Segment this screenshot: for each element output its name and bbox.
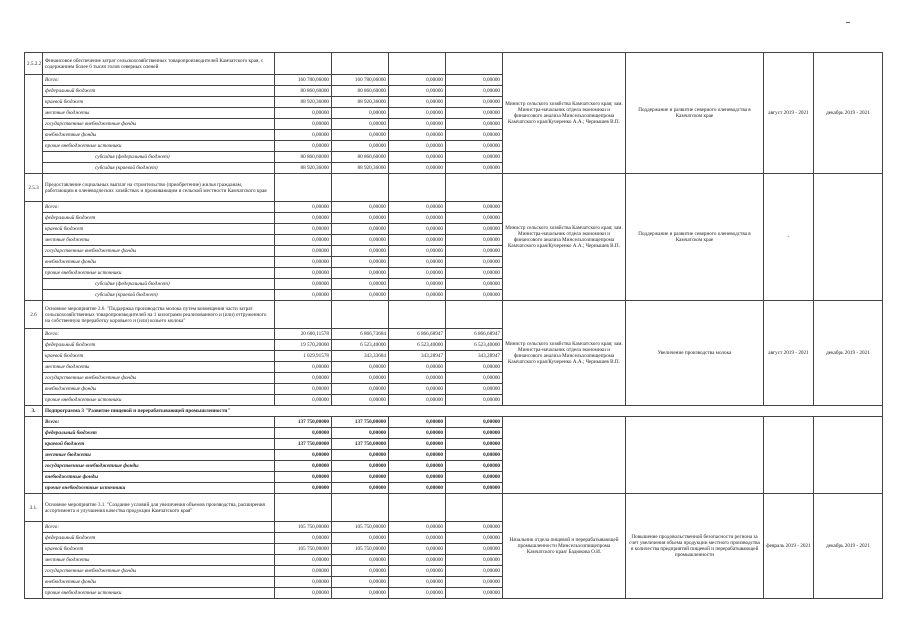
amount-cell: 0,00000 [446, 533, 503, 544]
amount-cell: 105 750,00000 [275, 544, 332, 555]
row-label: Всего: [43, 75, 275, 86]
amount-cell: 0,00000 [389, 384, 446, 395]
empty-cell [389, 53, 446, 75]
empty-cell [389, 301, 446, 329]
amount-cell: 0,00000 [389, 450, 446, 461]
budget-table [24, 52, 883, 599]
amount-cell: 0,00000 [446, 544, 503, 555]
amount-cell: 0,00000 [275, 566, 332, 577]
amount-cell: 0,00000 [332, 246, 389, 257]
empty-cell [275, 301, 332, 329]
amount-cell: 160 780,06000 [275, 75, 332, 86]
amount-cell: 0,00000 [389, 119, 446, 130]
amount-cell: 6 523,40000 [389, 340, 446, 351]
amount-cell: 0,00000 [389, 213, 446, 224]
amount-cell: 0,00000 [332, 224, 389, 235]
amount-cell: 0,00000 [446, 290, 503, 301]
row-label: внебюджетные фонды [43, 472, 275, 483]
amount-cell: 0,00000 [389, 290, 446, 301]
code-spacer [25, 522, 43, 599]
amount-cell: 0,00000 [446, 555, 503, 566]
amount-cell: 0,00000 [446, 224, 503, 235]
amount-cell: 0,00000 [275, 141, 332, 152]
amount-cell: 0,00000 [332, 362, 389, 373]
amount-cell: 137 750,00000 [275, 439, 332, 450]
row-label: местные бюджеты [43, 362, 275, 373]
amount-cell: 0,00000 [332, 472, 389, 483]
row-label: прочие внебюджетные источники [43, 395, 275, 406]
amount-cell: 0,00000 [389, 373, 446, 384]
amount-cell: 80 860,60000 [332, 86, 389, 97]
row-label: местные бюджеты [43, 555, 275, 566]
code-spacer [25, 75, 43, 174]
item-title: Основное мероприятие 2.6. "Поддержка производства молока путем возмещения части затрат сельскохозяйственных товаропроизводителей на 1 килограмм реализованного и (или) отгруженного на собственную переработку коровьего и (или) козьего молока" [43, 301, 275, 329]
table-row [25, 417, 883, 428]
amount-cell: 0,00000 [446, 439, 503, 450]
amount-cell: 0,00000 [389, 577, 446, 588]
row-label: Всего: [43, 202, 275, 213]
amount-cell: 0,00000 [389, 235, 446, 246]
amount-cell: 0,00000 [332, 257, 389, 268]
amount-cell: 0,00000 [275, 483, 332, 494]
empty-cell [446, 53, 503, 75]
amount-cell: 0,00000 [446, 483, 503, 494]
amount-cell: 0,00000 [389, 588, 446, 599]
item-code: 2.5.3 [25, 174, 43, 202]
amount-cell: 0,00000 [389, 152, 446, 163]
amount-cell: 0,00000 [332, 141, 389, 152]
row-label: прочие внебюджетные источники [43, 588, 275, 599]
end-date-cell: декабрь 2019 - 2021 [814, 494, 883, 599]
amount-cell: 0,00000 [275, 279, 332, 290]
amount-cell: 0,00000 [446, 246, 503, 257]
amount-cell: 0,00000 [446, 384, 503, 395]
empty-cell [275, 174, 332, 202]
amount-cell: 0,00000 [389, 130, 446, 141]
row-label: краевой бюджет [43, 544, 275, 555]
amount-cell: 0,00000 [332, 290, 389, 301]
amount-cell: 0,00000 [332, 555, 389, 566]
row-label: внебюджетные фонды [43, 577, 275, 588]
amount-cell: 0,00000 [332, 130, 389, 141]
amount-cell: 0,00000 [446, 522, 503, 533]
row-label: федеральный бюджет [43, 533, 275, 544]
amount-cell: 0,00000 [332, 577, 389, 588]
result-cell: Повышение продовольственной безопасности региона за счет увеличения объема продукции местного производства и количества предприятий пищевой и перерабатывающей промышленности [626, 494, 764, 599]
row-label: Всего: [43, 522, 275, 533]
block-header-row [25, 174, 883, 202]
end-date-cell: декабрь 2019 - 2021 [814, 301, 883, 406]
amount-cell: 0,00000 [275, 235, 332, 246]
amount-cell: 0,00000 [389, 566, 446, 577]
amount-cell: 0,00000 [275, 202, 332, 213]
empty-cell [275, 53, 332, 75]
amount-cell: 6 866,73684 [332, 329, 389, 340]
amount-cell: 0,00000 [275, 246, 332, 257]
amount-cell: 0,00000 [446, 97, 503, 108]
amount-cell: 0,00000 [446, 450, 503, 461]
amount-cell: 0,00000 [446, 395, 503, 406]
amount-cell: 0,00000 [275, 450, 332, 461]
item-code: 2.6 [25, 301, 43, 329]
row-label: государственные внебюджетные фонды [43, 461, 275, 472]
row-label: государственные внебюджетные фонды [43, 373, 275, 384]
empty-cell [275, 494, 332, 522]
amount-cell: 105 750,00000 [275, 522, 332, 533]
amount-cell: 0,00000 [446, 108, 503, 119]
amount-cell: 0,00000 [389, 224, 446, 235]
empty-cell [446, 301, 503, 329]
amount-cell: 0,00000 [275, 555, 332, 566]
result-cell: Поддержание и развитие северного оленеводства в Камчатском крае [626, 174, 764, 301]
row-label: федеральный бюджет [43, 86, 275, 97]
amount-cell: 0,00000 [332, 428, 389, 439]
code-spacer [25, 202, 43, 301]
amount-cell: 0,00000 [389, 483, 446, 494]
amount-cell: 19 570,20000 [275, 340, 332, 351]
item-title: Подпрограмма 3 "Развитие пищевой и перерабатывающей промышленности" [43, 406, 883, 417]
row-label: внебюджетные фонды [43, 384, 275, 395]
row-label: федеральный бюджет [43, 213, 275, 224]
row-label: краевой бюджет [43, 351, 275, 362]
amount-cell: 0,00000 [275, 108, 332, 119]
item-code: 3.1. [25, 494, 43, 522]
amount-cell: 0,00000 [446, 130, 503, 141]
empty-cell [332, 494, 389, 522]
amount-cell: 0,00000 [332, 108, 389, 119]
amount-cell: 0,00000 [446, 163, 503, 174]
start-date-cell: август 2019 - 2021 [764, 301, 814, 406]
block-header-row [25, 494, 883, 522]
amount-cell: 0,00000 [275, 428, 332, 439]
amount-cell: 0,00000 [446, 86, 503, 97]
amount-cell: 0,00000 [389, 268, 446, 279]
amount-cell: 0,00000 [446, 213, 503, 224]
amount-cell: 0,00000 [275, 461, 332, 472]
amount-cell: 0,00000 [446, 417, 503, 428]
empty-cell [446, 494, 503, 522]
amount-cell: 6 866,68947 [389, 329, 446, 340]
amount-cell: 0,00000 [446, 577, 503, 588]
row-label: прочие внебюджетные источники [43, 268, 275, 279]
amount-cell: 0,00000 [389, 108, 446, 119]
amount-cell: 0,00000 [446, 472, 503, 483]
amount-cell: 0,00000 [332, 533, 389, 544]
amount-cell: 1 029,91578 [275, 351, 332, 362]
empty-cell [332, 174, 389, 202]
executor-cell: Министр сельского хозяйства Камчатского края; зам. Министра-начальник отдела экономики и финансового анализа Минсельхозпищепрома Камчатского края/Кучеренко А.А.; Чернышев В.П. [503, 301, 626, 406]
amount-cell: 0,00000 [332, 566, 389, 577]
row-label: государственные внебюджетные фонды [43, 566, 275, 577]
amount-cell: 0,00000 [389, 141, 446, 152]
amount-cell: 0,00000 [446, 119, 503, 130]
row-label: прочие внебюджетные источники [43, 483, 275, 494]
row-label: внебюджетные фонды [43, 257, 275, 268]
amount-cell: 0,00000 [389, 544, 446, 555]
block-header-row [25, 53, 883, 75]
amount-cell: 0,00000 [389, 461, 446, 472]
row-label: местные бюджеты [43, 450, 275, 461]
amount-cell: 0,00000 [389, 439, 446, 450]
amount-cell: 0,00000 [389, 395, 446, 406]
row-label: краевой бюджет [43, 439, 275, 450]
amount-cell: 0,00000 [332, 483, 389, 494]
amount-cell: 6 523,40000 [332, 340, 389, 351]
row-label: государственные внебюджетные фонды [43, 119, 275, 130]
amount-cell: 80 860,60000 [275, 152, 332, 163]
block-header-row [25, 406, 883, 417]
amount-cell: 105 750,00000 [332, 522, 389, 533]
row-label: субсидия (федеральный бюджет) [43, 152, 275, 163]
result-cell: Увеличение производства молока [626, 301, 764, 406]
amount-cell: 0,00000 [446, 257, 503, 268]
empty-cell [446, 174, 503, 202]
amount-cell: 0,00000 [332, 461, 389, 472]
amount-cell: 0,00000 [275, 588, 332, 599]
amount-cell: 0,00000 [446, 373, 503, 384]
amount-cell: 0,00000 [275, 257, 332, 268]
amount-cell: 0,00000 [389, 163, 446, 174]
amount-cell: 0,00000 [275, 224, 332, 235]
amount-cell: 80 860,60000 [332, 152, 389, 163]
amount-cell: 0,00000 [389, 555, 446, 566]
amount-cell: 343,33684 [332, 351, 389, 362]
amount-cell: 0,00000 [275, 472, 332, 483]
block-header-row [25, 301, 883, 329]
amount-cell: 0,00000 [389, 428, 446, 439]
item-code: 3. [25, 406, 43, 417]
start-date-cell: февраль 2019 - 2021 [764, 494, 814, 599]
end-date-cell [814, 417, 883, 494]
start-date-cell: - [764, 174, 814, 301]
row-label: местные бюджеты [43, 235, 275, 246]
executor-cell [503, 417, 626, 494]
amount-cell: 0,00000 [275, 577, 332, 588]
empty-cell [332, 301, 389, 329]
amount-cell: 0,00000 [446, 362, 503, 373]
amount-cell: 0,00000 [389, 522, 446, 533]
amount-cell: 0,00000 [275, 213, 332, 224]
amount-cell: 6 866,68947 [446, 329, 503, 340]
amount-cell: 0,00000 [332, 213, 389, 224]
amount-cell: 88 920,36000 [332, 163, 389, 174]
item-title: Финансовое обеспечение затрат сельскохозяйственных товаропроизводителей Камчатского края, с содержанием более 6 тысяч голов северных оленей [43, 53, 275, 75]
amount-cell: 343,28947 [446, 351, 503, 362]
amount-cell: 20 600,11578 [275, 329, 332, 340]
amount-cell: 0,00000 [446, 235, 503, 246]
amount-cell: 0,00000 [389, 533, 446, 544]
amount-cell: 0,00000 [446, 152, 503, 163]
amount-cell: 0,00000 [332, 119, 389, 130]
row-label: субсидия (краевой бюджет) [43, 163, 275, 174]
budget-table-body [25, 53, 883, 599]
item-title: Основное мероприятие 3.1. "Создание условий для увеличения объемов производства, расширения ассортимента и улучшения качества продукции Камчатского края" [43, 494, 275, 522]
executor-cell: Министр сельского хозяйства Камчатского края; зам. Министра-начальник отдела экономики и финансового анализа Минсельхозпищепрома Камчатского края/Кучеренко А.А.; Чернышев В.П. [503, 174, 626, 301]
amount-cell: 0,00000 [446, 268, 503, 279]
amount-cell: 0,00000 [332, 373, 389, 384]
amount-cell: 0,00000 [389, 97, 446, 108]
end-date-cell [814, 174, 883, 301]
amount-cell: 0,00000 [446, 588, 503, 599]
amount-cell: 0,00000 [275, 395, 332, 406]
amount-cell: 0,00000 [389, 417, 446, 428]
empty-cell [389, 494, 446, 522]
amount-cell: 0,00000 [389, 75, 446, 86]
page-edge-mark [846, 22, 850, 23]
row-label: Всего: [43, 417, 275, 428]
amount-cell: 0,00000 [446, 566, 503, 577]
amount-cell: 343,28947 [389, 351, 446, 362]
row-label: федеральный бюджет [43, 428, 275, 439]
amount-cell: 0,00000 [332, 450, 389, 461]
empty-cell [389, 174, 446, 202]
amount-cell: 0,00000 [332, 202, 389, 213]
amount-cell: 88 920,36000 [332, 97, 389, 108]
amount-cell: 0,00000 [275, 373, 332, 384]
amount-cell: 0,00000 [446, 75, 503, 86]
amount-cell: 0,00000 [446, 141, 503, 152]
empty-cell [332, 53, 389, 75]
amount-cell: 80 860,60000 [275, 86, 332, 97]
amount-cell: 0,00000 [446, 279, 503, 290]
amount-cell: 0,00000 [389, 362, 446, 373]
amount-cell: 0,00000 [389, 86, 446, 97]
amount-cell: 0,00000 [332, 395, 389, 406]
budget-table-page [24, 52, 882, 599]
row-label: краевой бюджет [43, 97, 275, 108]
amount-cell: 0,00000 [275, 533, 332, 544]
amount-cell: 88 920,36000 [275, 163, 332, 174]
amount-cell: 0,00000 [275, 268, 332, 279]
result-cell: Поддержание и развитие северного оленеводства в Камчатском крае [626, 53, 764, 174]
amount-cell: 0,00000 [389, 202, 446, 213]
amount-cell: 0,00000 [389, 246, 446, 257]
executor-cell: Начальник отдела пищевой и перерабатывающей промышленности Минсельхозпищепрома Камчатского края/ Бадюкова О.И. [503, 494, 626, 599]
amount-cell: 137 750,00000 [332, 439, 389, 450]
amount-cell: 0,00000 [332, 235, 389, 246]
code-spacer [25, 329, 43, 406]
amount-cell: 0,00000 [275, 290, 332, 301]
row-label: государственные внебюджетные фонды [43, 246, 275, 257]
amount-cell: 0,00000 [275, 384, 332, 395]
amount-cell: 0,00000 [389, 279, 446, 290]
amount-cell: 0,00000 [275, 362, 332, 373]
amount-cell: 137 750,00000 [332, 417, 389, 428]
amount-cell: 6 523,40000 [446, 340, 503, 351]
row-label: федеральный бюджет [43, 340, 275, 351]
start-date-cell: август 2019 - 2021 [764, 53, 814, 174]
row-label: краевой бюджет [43, 224, 275, 235]
amount-cell: 160 780,06000 [332, 75, 389, 86]
row-label: прочие внебюджетные источники [43, 141, 275, 152]
end-date-cell: декабрь 2019 - 2021 [814, 53, 883, 174]
row-label: внебюджетные фонды [43, 130, 275, 141]
amount-cell: 88 920,36000 [275, 97, 332, 108]
amount-cell: 0,00000 [332, 279, 389, 290]
amount-cell: 0,00000 [389, 472, 446, 483]
amount-cell: 137 750,00000 [275, 417, 332, 428]
amount-cell: 0,00000 [446, 202, 503, 213]
amount-cell: 0,00000 [389, 257, 446, 268]
amount-cell: 0,00000 [332, 268, 389, 279]
row-label: Всего: [43, 329, 275, 340]
amount-cell: 105 750,00000 [332, 544, 389, 555]
item-title: Предоставление социальных выплат на строительство (приобретение) жилья гражданам, работающим в оленеводческих хозяйствах и проживающим в сельской местности Камчатского края [43, 174, 275, 202]
amount-cell: 0,00000 [332, 588, 389, 599]
start-date-cell [764, 417, 814, 494]
item-code: 2.5.2.2 [25, 53, 43, 75]
amount-cell: 0,00000 [275, 119, 332, 130]
row-label: местные бюджеты [43, 108, 275, 119]
result-cell [626, 417, 764, 494]
executor-cell: Министр сельского хозяйства Камчатского края; зам. Министра-начальник отдела экономики и финансового анализа Минсельхозпищепрома Камчатского края/Кучеренко А.А.; Чернышев В.П. [503, 53, 626, 174]
amount-cell: 0,00000 [332, 384, 389, 395]
amount-cell: 0,00000 [446, 461, 503, 472]
row-label: субсидия (федеральный бюджет) [43, 279, 275, 290]
amount-cell: 0,00000 [446, 428, 503, 439]
amount-cell: 0,00000 [275, 130, 332, 141]
row-label: субсидия (краевой бюджет) [43, 290, 275, 301]
code-spacer [25, 417, 43, 494]
